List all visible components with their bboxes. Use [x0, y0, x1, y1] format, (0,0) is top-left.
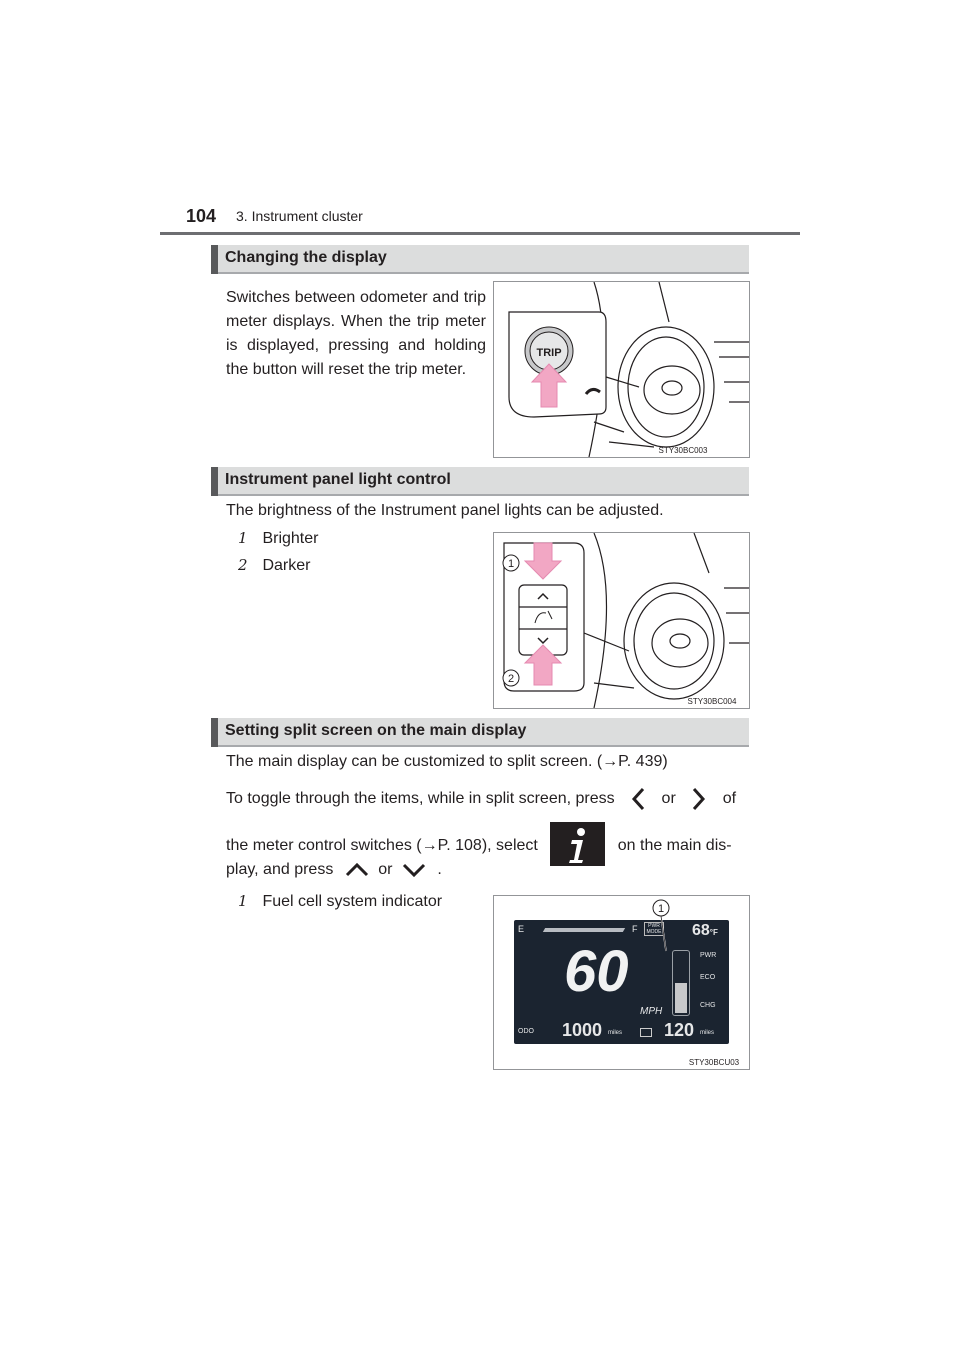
item-label: Brighter [262, 530, 319, 547]
switch-illustration [494, 533, 749, 708]
list-item [238, 892, 442, 911]
pwr-label: PWR [700, 952, 717, 959]
section-heading-split-screen [211, 718, 749, 747]
figure-trip-button [493, 281, 750, 458]
callout-overlay [494, 896, 749, 1069]
outside-temp: 68°F [692, 922, 718, 939]
figure-code: STY30BC003 [658, 446, 708, 455]
figure-code: STY30BCU03 [688, 1058, 740, 1067]
section-text: The main display can be customized to split screen. (→P. 439) [226, 753, 668, 770]
speed-value: 60 [564, 939, 629, 1004]
fuel-f-label: F [632, 924, 638, 934]
header-rule [160, 232, 800, 235]
fuel-e-label: E [518, 924, 525, 934]
callout-1: 1 [657, 903, 665, 915]
callout-1: 1 [507, 558, 515, 570]
text-fragment: or [661, 790, 676, 808]
range-unit: miles [700, 1030, 715, 1036]
section-heading-panel-light [211, 467, 749, 496]
item-number: 1 [238, 892, 248, 910]
item-label: Fuel cell system indicator [262, 893, 443, 910]
figure-brightness-switch [493, 532, 750, 709]
section-title: Instrument panel light control [225, 471, 451, 488]
speed-unit: MPH [640, 1006, 663, 1017]
item-number: 1 [238, 529, 248, 547]
chapter-title: 3. Instrument cluster [236, 208, 363, 224]
text-fragment: or [378, 861, 393, 878]
text-fragment: the meter control switches (→P. 108), select [226, 837, 538, 855]
chg-label: CHG [700, 1002, 716, 1009]
pwr-mode-indicator: PWR MODE [644, 922, 664, 936]
section-title: Setting split screen on the main display [225, 722, 527, 739]
list-item [238, 529, 318, 548]
steering-wheel-illustration [494, 282, 749, 457]
up-chevron-icon [344, 860, 370, 880]
figure-main-display [493, 895, 750, 1070]
callout-2: 2 [507, 673, 515, 685]
section-text: Switches between odometer and trip meter displays. When the trip meter is displayed, pressing and holding the button will reset the trip meter. [226, 289, 486, 378]
text-fragment: on the main dis- [617, 837, 732, 855]
text-fragment: . [437, 861, 442, 878]
list-item [238, 556, 310, 575]
section-title: Changing the display [225, 249, 387, 266]
section-text: The brightness of the Instrument panel lights can be adjusted. [226, 502, 664, 519]
odo-label: ODO [518, 1028, 534, 1035]
item-label: Darker [262, 557, 311, 574]
odo-value: 1000 [562, 1020, 603, 1040]
right-chevron-icon [686, 786, 710, 812]
page-number: 104 [186, 206, 217, 226]
item-number: 2 [238, 556, 248, 574]
figure-code: STY30BC004 [687, 697, 737, 706]
text-fragment: play, and press [226, 861, 334, 878]
odo-unit: miles [608, 1030, 623, 1036]
info-icon [550, 822, 605, 866]
section-text-line [226, 858, 442, 882]
text-fragment: of [722, 790, 737, 808]
left-chevron-icon [627, 786, 651, 812]
down-chevron-icon [401, 860, 427, 880]
eco-label: ECO [700, 974, 716, 981]
section-heading-changing-display [211, 245, 749, 274]
range-value: 120 [664, 1020, 695, 1040]
trip-button-label: TRIP [536, 347, 562, 359]
section-text-line [226, 786, 748, 812]
text-fragment: To toggle through the items, while in split screen, press [226, 790, 615, 808]
